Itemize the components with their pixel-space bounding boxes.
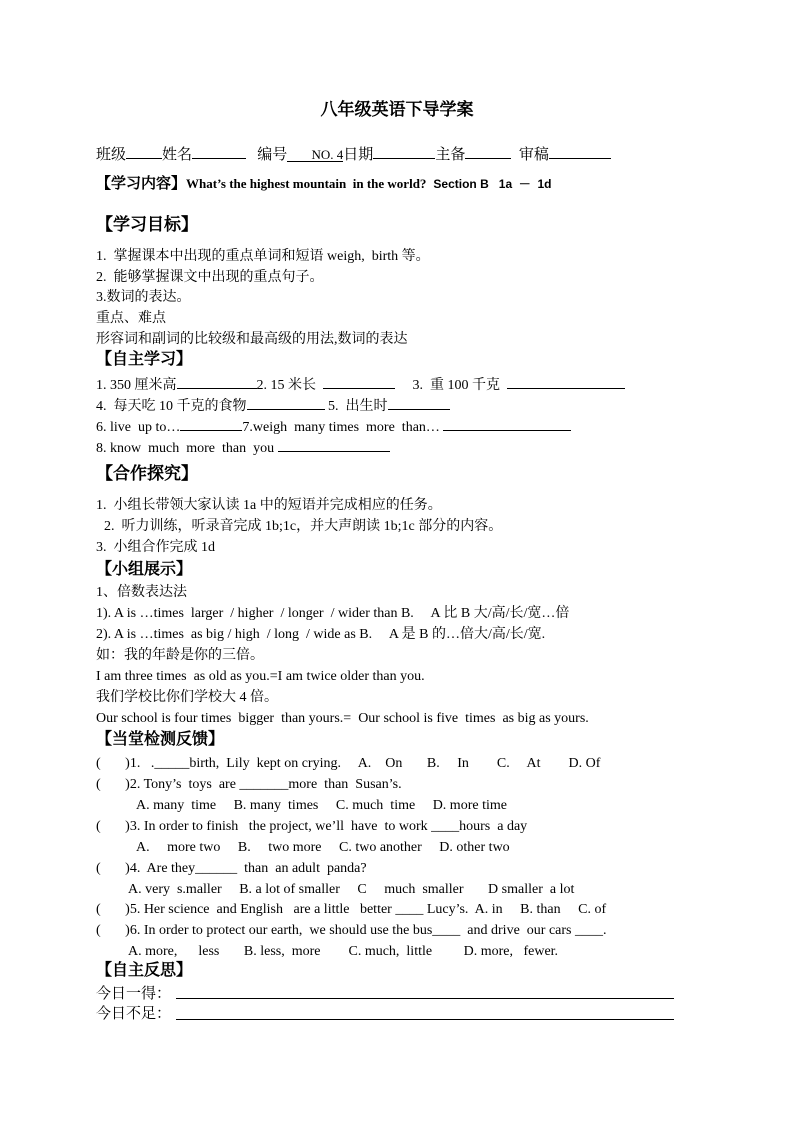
test-question-5: ( )5. Her science and English are a little better ____ Lucy’s. A. in B. than C. of — [96, 902, 607, 917]
show-item: 1). A is …times larger / higher / longer / wider than B. A 比 B 大/高/长/宽…倍 — [96, 606, 570, 621]
test-heading: 【当堂检测反馈】 — [96, 731, 225, 748]
content-heading: 【学习内容】 — [96, 176, 187, 192]
test-options-2: A. many time B. many times C. much time D. more time — [136, 798, 507, 813]
answer-blank-8[interactable] — [278, 436, 390, 452]
question-4: 4. 每天吃 10 千克的食物 — [96, 399, 247, 414]
self-study-row-3 — [96, 415, 571, 437]
answer-blank-7[interactable] — [443, 415, 571, 431]
self-study-row-4 — [96, 436, 390, 458]
name-blank[interactable] — [192, 143, 246, 159]
question-8: 8. know much more than you — [96, 441, 275, 456]
goals-heading: 【学习目标】 — [96, 215, 198, 234]
question-7: 7.weigh many times more than… — [242, 420, 440, 435]
name-label: 姓名 — [162, 147, 193, 163]
class-label: 班级 — [96, 147, 127, 163]
answer-blank-4[interactable] — [247, 394, 325, 410]
question-2: 2. 15 米长 — [256, 378, 316, 393]
section-label: Section B 1a － 1d — [433, 177, 552, 191]
class-blank[interactable] — [126, 143, 162, 159]
key-points-label: 重点、难点 — [96, 311, 166, 326]
info-row — [96, 143, 611, 164]
reflect-heading: 【自主反思】 — [96, 962, 193, 979]
test-options-4: A. very s.maller B. a lot of smaller C much smaller D smaller a lot — [128, 882, 575, 897]
content-text: What’s the highest mountain in the world? — [186, 176, 427, 191]
question-5: 5. 出生时 — [328, 399, 388, 414]
self-study-heading: 【自主学习】 — [96, 351, 193, 368]
num-value: NO. 4 — [287, 146, 343, 162]
test-question-1: ( )1. ._____birth, Lily kept on crying. A. On B. In C. At D. Of — [96, 756, 601, 771]
answer-blank-6[interactable] — [180, 415, 242, 431]
show-item: 1、倍数表达法 — [96, 585, 187, 600]
goal-item: 2. 能够掌握课文中出现的重点句子。 — [96, 270, 324, 285]
key-points-text: 形容词和副词的比较级和最高级的用法,数词的表达 — [96, 332, 408, 347]
date-label: 日期 — [343, 147, 374, 163]
test-question-3: ( )3. In order to finish the project, we’ll have to work ____hours a day — [96, 819, 528, 834]
show-item: 如：我的年龄是你的三倍。 — [96, 648, 264, 663]
test-question-2: ( )2. Tony’s toys are _______more than Susan’s. — [96, 777, 402, 792]
answer-blank-5[interactable] — [388, 394, 450, 410]
question-6: 6. live up to… — [96, 420, 181, 435]
gain-line[interactable] — [176, 998, 674, 999]
question-1: 1. 350 厘米高 — [96, 378, 177, 393]
coop-item: 1. 小组长带领大家认读 1a 中的短语并完成相应的任务。 — [96, 498, 442, 513]
review-label: 审稿 — [518, 147, 549, 163]
gain-label: 今日一得： — [96, 986, 172, 1002]
lack-label: 今日不足： — [96, 1006, 172, 1022]
show-heading: 【小组展示】 — [96, 561, 193, 578]
show-item: 2). A is …times as big / high / long / wide as B. A 是 B 的…倍大/高/长/宽. — [96, 627, 546, 642]
test-options-3: A. more two B. two more C. two another D. other two — [136, 840, 510, 855]
test-options-6: A. more, less B. less, more C. much, little D. more, fewer. — [128, 944, 559, 959]
self-study-row-1 — [96, 373, 625, 395]
content-row — [96, 175, 551, 194]
answer-blank-2[interactable] — [323, 373, 395, 389]
answer-blank-3[interactable] — [507, 373, 625, 389]
lack-line[interactable] — [176, 1019, 674, 1020]
test-question-4: ( )4. Are they______ than an adult panda? — [96, 861, 367, 876]
self-study-row-2 — [96, 394, 450, 416]
goal-item: 3.数词的表达。 — [96, 290, 191, 305]
num-label: 编号 — [257, 147, 288, 163]
review-blank[interactable] — [549, 143, 611, 159]
question-3: 3. 重 100 千克 — [412, 378, 500, 393]
answer-blank-1[interactable] — [177, 373, 257, 389]
show-item: Our school is four times bigger than yours.= Our school is five times as big as yours. — [96, 711, 589, 726]
page-title: 八年级英语下导学案 — [320, 100, 474, 119]
show-item: I am three times as old as you.=I am twice older than you. — [96, 669, 425, 684]
goal-item: 1. 掌握课本中出现的重点单词和短语 weigh, birth 等。 — [96, 249, 430, 264]
coop-heading: 【合作探究】 — [96, 464, 198, 483]
date-blank[interactable] — [373, 143, 435, 159]
coop-item: 2. 听力训练，听录音完成 1b;1c，并大声朗读 1b;1c 部分的内容。 — [104, 519, 503, 534]
main-blank[interactable] — [465, 143, 511, 159]
coop-item: 3. 小组合作完成 1d — [96, 540, 215, 555]
test-question-6: ( )6. In order to protect our earth, we should use the bus____ and drive our cars ____. — [96, 923, 607, 938]
main-label: 主备 — [435, 147, 466, 163]
show-item: 我们学校比你们学校大 4 倍。 — [96, 690, 278, 705]
